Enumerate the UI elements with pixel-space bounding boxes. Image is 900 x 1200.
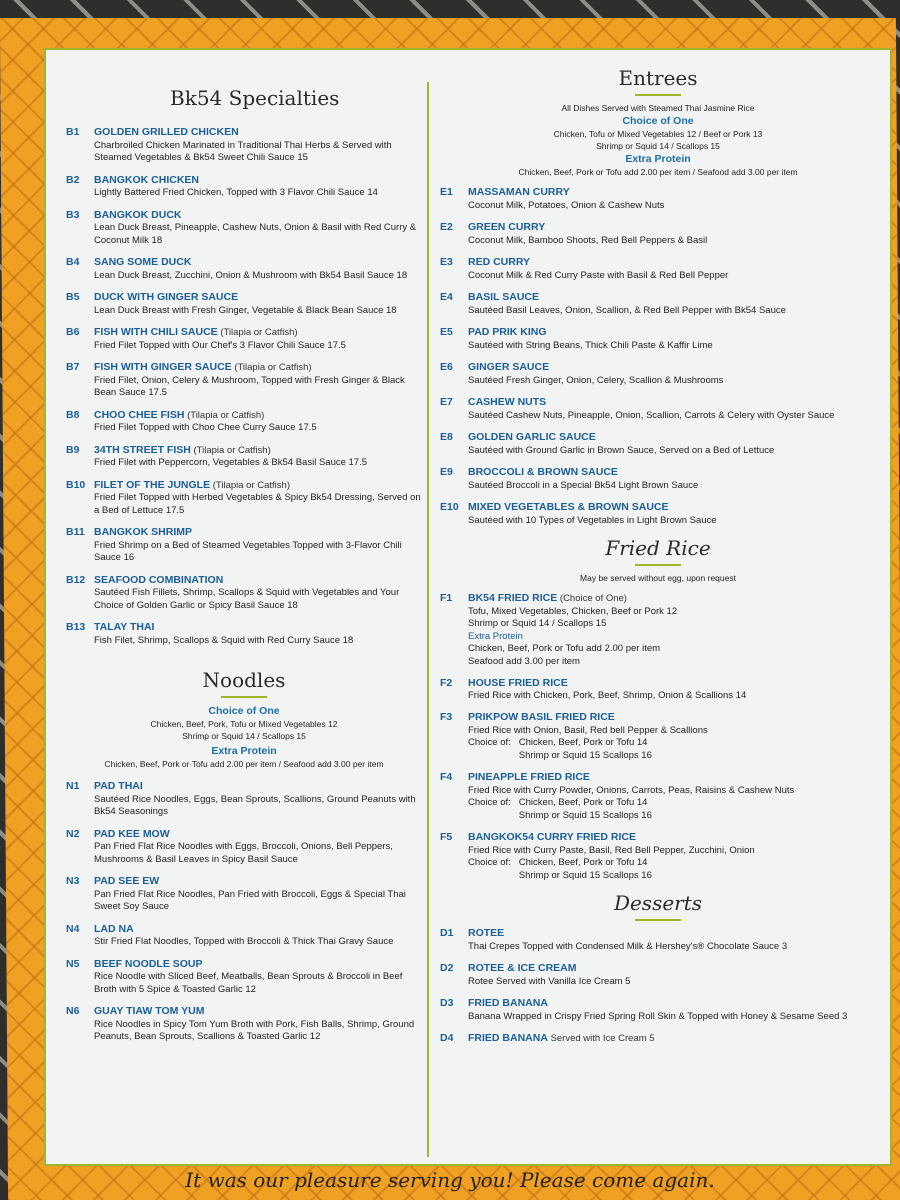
item-name: ROTEE — [468, 927, 505, 939]
item-name: PAD PRIK KING — [468, 326, 547, 338]
noodles-extra-label: Extra Protein — [211, 745, 277, 757]
item-header — [66, 828, 422, 842]
item-code: F4 — [440, 771, 453, 783]
item-desc: Fried Filet, Onion, Celery & Mushroom, Topped with Fresh Ginger & Black Bean Sauce 17.5 — [94, 374, 405, 398]
item-code: N1 — [66, 780, 80, 792]
specialties-list — [66, 126, 422, 647]
menu-item-f5 — [440, 831, 876, 882]
item-desc: Fried Rice with Curry Powder, Onions, Carrots, Peas, Raisins & Cashew Nuts — [468, 784, 795, 796]
menu-item-n3 — [66, 875, 422, 914]
menu-item-n4 — [66, 923, 422, 949]
item-desc: Fried Filet with Peppercorn, Vegetables & Bk54 Basil Sauce 17.5 — [94, 457, 368, 468]
item-name: MASSAMAN CURRY — [468, 186, 570, 198]
item-code: F5 — [440, 831, 453, 843]
item-choice — [440, 797, 876, 822]
item-code: B1 — [66, 126, 80, 138]
item-code: D1 — [440, 927, 454, 939]
item-desc: Sautéed Fresh Ginger, Onion, Celery, Scallion & Mushrooms — [468, 374, 724, 386]
menu-item-b10 — [66, 479, 422, 518]
item-name: FILET OF THE JUNGLE — [94, 478, 211, 491]
item-header — [66, 209, 422, 223]
item-desc: Fried Rice with Onion, Basil, Red bell Pepper & Scallions — [468, 724, 708, 736]
item-header — [66, 361, 422, 375]
item-header — [66, 923, 422, 937]
title-underline — [635, 564, 681, 566]
item-desc: Fried Filet Topped with Our Chef's 3 Flavor Chili Sauce 17.5 — [94, 339, 346, 351]
noodles-list — [66, 780, 422, 1044]
item-header — [66, 444, 422, 458]
item-desc: Sautéed Fish Fillets, Shrimp, Scallops & Squid with Vegetables and Your Choice of Golden Garlic or Spicy Basil Sauce 18 — [94, 587, 400, 611]
item-header — [440, 221, 876, 235]
item-code: D2 — [440, 962, 454, 974]
menu-item-e5 — [440, 326, 876, 352]
item-title — [468, 711, 615, 725]
item-name: GUAY TIAW TOM YUM — [94, 1005, 205, 1017]
menu-item-f3 — [440, 711, 876, 762]
item-title — [468, 466, 618, 480]
item-title — [94, 923, 134, 937]
item-desc: Stir Fried Flat Noodles, Topped with Broccoli & Thick Thai Gravy Sauce — [94, 936, 394, 947]
item-extra: (Choice of One) — [559, 593, 627, 604]
menu-item-b7 — [66, 361, 422, 400]
item-title — [468, 501, 668, 515]
item-title — [94, 291, 238, 305]
item-code: B11 — [66, 526, 85, 538]
item-name: RED CURRY — [468, 256, 531, 268]
item-desc: Fried Filet Topped with Herbed Vegetables & Spicy Bk54 Dressing, Served on a Bed of Lettuce 17.5 — [94, 492, 421, 516]
item-code: E3 — [440, 256, 453, 268]
column-divider — [427, 82, 429, 1157]
item-header — [66, 256, 422, 270]
item-name: FISH WITH GINGER SAUCE — [94, 361, 232, 373]
item-code: B9 — [66, 443, 80, 456]
item-header — [440, 361, 876, 375]
item-title — [94, 326, 298, 340]
item-desc: Pan Fried Flat Rice Noodles, Pan Fried with Broccoli, Eggs & Special Thai Sweet Soy Sauce — [94, 888, 406, 912]
item-extra: (Tilapia or Catfish) — [234, 362, 312, 373]
item-code: D3 — [440, 997, 454, 1009]
item-title — [94, 444, 271, 458]
menu-item-b13 — [66, 621, 422, 647]
item-header — [66, 875, 422, 889]
item-code: E1 — [440, 186, 453, 198]
item-header — [440, 431, 876, 445]
item-code: B10 — [66, 478, 86, 491]
menu-item-n2 — [66, 828, 422, 867]
noodles-extra-line: Chicken, Beef, Pork or Tofu add 2.00 per item / Seafood add 3.00 per item — [104, 759, 384, 769]
item-name: BANGKOK SHRIMP — [94, 526, 193, 538]
item-desc: Fried Rice with Chicken, Pork, Beef, Shrimp, Onion & Scallions 14 — [468, 689, 747, 701]
item-header — [440, 771, 876, 785]
item-header — [66, 526, 422, 540]
item-extra: (Tilapia or Catfish) — [220, 327, 298, 338]
menu-item-b9 — [66, 444, 422, 470]
item-code: B13 — [66, 621, 86, 633]
fried-rice-note: May be served without egg, upon request — [580, 573, 736, 583]
entrees-extra-line: Chicken, Beef, Pork or Tofu add 2.00 per item / Seafood add 3.00 per item — [518, 167, 798, 177]
item-name: PAD THAI — [94, 780, 143, 792]
item-title — [468, 962, 577, 976]
item-title — [468, 771, 590, 785]
choice-option: Shrimp or Squid 15 Scallops 16 — [518, 869, 652, 881]
item-desc: Fried Rice with Curry Paste, Basil, Red Bell Pepper, Zucchini, Onion — [468, 844, 755, 856]
item-name: DUCK WITH GINGER SAUCE — [94, 291, 239, 303]
item-line: Chicken, Beef, Pork or Tofu add 2.00 per item — [468, 643, 661, 654]
right-column — [440, 66, 876, 1055]
noodles-title: Noodles — [202, 668, 286, 692]
item-desc: Sautéed Broccoli in a Special Bk54 Light Brown Sauce — [468, 479, 699, 491]
title-underline — [635, 94, 681, 96]
choice-option: Chicken, Beef, Pork or Tofu 14 — [518, 797, 648, 808]
item-title — [94, 126, 239, 140]
item-name: SEAFOOD COMBINATION — [94, 573, 224, 586]
item-header — [66, 958, 422, 972]
item-title — [468, 927, 504, 941]
item-code: N3 — [66, 875, 80, 887]
noodles-choice-line2: Shrimp or Squid 14 / Scallops 15 — [182, 731, 306, 741]
choice-options — [519, 857, 652, 882]
item-extra: (Tilapia or Catfish) — [187, 409, 265, 421]
item-header — [66, 621, 422, 635]
item-inline: Served with Ice Cream 5 — [550, 1033, 655, 1044]
fried-rice-list — [440, 711, 876, 882]
item-line: Seafood add 3.00 per item — [468, 655, 580, 667]
item-name: MIXED VEGETABLES & BROWN SAUCE — [468, 501, 669, 513]
item-header — [440, 711, 876, 725]
title-underline — [635, 919, 681, 921]
item-name: GOLDEN GARLIC SAUCE — [468, 431, 596, 443]
item-header — [440, 831, 876, 845]
item-title — [468, 326, 547, 340]
item-title — [94, 574, 223, 588]
menu-item-f2 — [440, 677, 876, 702]
item-name: BASIL SAUCE — [468, 291, 539, 303]
item-title — [468, 361, 549, 375]
menu-item-b6 — [66, 326, 422, 352]
item-header — [440, 962, 876, 976]
item-name: CASHEW NUTS — [468, 396, 547, 408]
item-name: CHOO CHEE FISH — [94, 408, 185, 421]
choice-options — [519, 737, 652, 762]
menu-item-b11 — [66, 526, 422, 565]
item-title — [94, 621, 154, 635]
choice-option: Chicken, Beef, Pork or Tofu 14 — [518, 857, 648, 868]
item-name: BROCCOLI & BROWN SAUCE — [468, 466, 618, 478]
noodles-choice-label: Choice of One — [208, 705, 280, 717]
item-code: N5 — [66, 957, 80, 970]
item-desc: Sautéed with String Beans, Thick Chili Paste & Kaffir Lime — [468, 339, 713, 351]
choice-option: Shrimp or Squid 15 Scallops 16 — [518, 809, 652, 821]
choice-label: Choice of: — [468, 737, 511, 748]
item-desc: Coconut Milk & Red Curry Paste with Basil & Red Bell Pepper — [468, 269, 729, 281]
title-underline — [221, 696, 267, 698]
menu-item-f1 — [440, 592, 876, 668]
item-name: SANG SOME DUCK — [94, 256, 192, 268]
choice-label: Choice of: — [468, 857, 511, 868]
item-code: E4 — [440, 291, 453, 303]
item-name: GINGER SAUCE — [468, 361, 550, 373]
item-header — [440, 501, 876, 515]
item-title — [94, 256, 191, 270]
item-header — [440, 186, 876, 200]
item-name: PINEAPPLE FRIED RICE — [468, 771, 590, 783]
entrees-title: Entrees — [618, 66, 698, 90]
menu-item-b8 — [66, 409, 422, 435]
item-code: E9 — [440, 466, 453, 478]
menu-item-b4 — [66, 256, 422, 282]
item-line: Shrimp or Squid 14 / Scallops 15 — [468, 618, 607, 629]
item-header — [440, 326, 876, 340]
item-name: BK54 FRIED RICE — [468, 592, 558, 604]
menu-item-e8 — [440, 431, 876, 457]
choice-option: Shrimp or Squid 15 Scallops 16 — [518, 749, 652, 761]
item-choice — [440, 737, 876, 762]
item-title — [468, 256, 530, 270]
item-header — [66, 1005, 422, 1019]
menu-item-d4 — [440, 1032, 876, 1046]
item-header — [440, 396, 876, 410]
noodles-choice-line1: Chicken, Beef, Pork, Tofu or Mixed Vegetables 12 — [150, 719, 338, 729]
item-name: HOUSE FRIED RICE — [468, 677, 568, 689]
item-title — [94, 209, 182, 223]
item-header — [66, 479, 422, 493]
item-desc: Rotee Served with Vanilla Ice Cream 5 — [468, 975, 631, 987]
fried-rice-title: Fried Rice — [605, 536, 711, 560]
item-header — [66, 174, 422, 188]
item-name: GOLDEN GRILLED CHICKEN — [94, 126, 239, 138]
item-desc: Pan Fried Flat Rice Noodles with Eggs, Broccoli, Onions, Bell Peppers, Mushrooms & Basil Leaves in Spicy Basil Sauce — [94, 841, 393, 865]
item-name: BANGKOK54 CURRY FRIED RICE — [468, 831, 637, 843]
item-choice — [440, 857, 876, 882]
menu-item-e9 — [440, 466, 876, 492]
item-header — [66, 409, 422, 423]
menu-item-e7 — [440, 396, 876, 422]
item-name: PAD SEE EW — [94, 875, 160, 887]
item-code: E6 — [440, 361, 453, 373]
item-desc: Lean Duck Breast, Zucchini, Onion & Mushroom with Bk54 Basil Sauce 18 — [94, 269, 408, 281]
item-code: B4 — [66, 256, 80, 268]
menu-item-e1 — [440, 186, 876, 212]
item-desc: Fried Shrimp on a Bed of Steamed Vegetables Topped with 3-Flavor Chili Sauce 16 — [94, 539, 402, 563]
item-desc: Sautéed Basil Leaves, Onion, Scallion, & Red Bell Pepper with Bk54 Sauce — [468, 304, 786, 316]
item-header — [440, 1032, 876, 1046]
menu-item-e2 — [440, 221, 876, 247]
item-name: FRIED BANANA — [468, 997, 548, 1009]
item-header — [440, 997, 876, 1011]
entrees-choice-line1: Chicken, Tofu or Mixed Vegetables 12 / Beef or Pork 13 — [553, 129, 763, 139]
item-name: ROTEE & ICE CREAM — [468, 962, 577, 974]
item-desc: Fried Filet Topped with Choo Chee Curry Sauce 17.5 — [94, 422, 317, 433]
footer-message: It was our pleasure serving you! Please come again. — [185, 1168, 715, 1192]
item-extra-label: Extra Protein — [468, 630, 523, 642]
item-desc: Sautéed Cashew Nuts, Pineapple, Onion, Scallion, Carrots & Celery with Oyster Sauce — [468, 409, 835, 421]
menu-item-e10 — [440, 501, 876, 527]
item-code: B7 — [66, 361, 80, 373]
menu-item-b5 — [66, 291, 422, 317]
item-title — [468, 291, 539, 305]
item-title — [94, 875, 159, 889]
item-name: TALAY THAI — [94, 621, 155, 633]
item-desc: Thai Crepes Topped with Condensed Milk & Hershey's® Chocolate Sauce 3 — [468, 940, 788, 952]
choice-label: Choice of: — [468, 797, 511, 808]
item-title — [468, 221, 545, 235]
item-code: N4 — [66, 922, 80, 935]
item-header — [440, 927, 876, 941]
item-title — [94, 780, 143, 794]
item-code: N2 — [66, 827, 80, 840]
item-name: FISH WITH CHILI SAUCE — [94, 326, 218, 338]
entrees-list — [440, 186, 876, 527]
item-code: D4 — [440, 1032, 454, 1044]
item-name: BEEF NOODLE SOUP — [94, 957, 203, 970]
item-desc: Coconut Milk, Potatoes, Onion & Cashew Nuts — [468, 199, 665, 211]
item-line: Tofu, Mixed Vegetables, Chicken, Beef or Pork 12 — [468, 605, 678, 617]
menu-item-e6 — [440, 361, 876, 387]
entrees-choice-line2: Shrimp or Squid 14 / Scallops 15 — [596, 141, 720, 151]
item-code: E7 — [440, 396, 453, 408]
item-code: F2 — [440, 677, 453, 689]
entrees-extra-label: Extra Protein — [625, 153, 691, 165]
menu-item-n1 — [66, 780, 422, 819]
choice-options — [519, 797, 652, 822]
item-header — [66, 326, 422, 340]
item-name: GREEN CURRY — [468, 221, 546, 233]
item-desc: Sautéed with 10 Types of Vegetables in Light Brown Sauce — [468, 514, 717, 526]
item-code: F3 — [440, 711, 453, 723]
item-desc: Rice Noodles in Spicy Tom Yum Broth with Pork, Fish Balls, Shrimp, Ground Peanuts, Bean Sprouts, Scallions & Toasted Garlic 12 — [94, 1018, 415, 1042]
item-title — [94, 526, 192, 540]
item-extra: (Tilapia or Catfish) — [193, 444, 271, 456]
item-name: 34TH STREET FISH — [94, 443, 191, 456]
item-name: PAD KEE MOW — [94, 827, 170, 840]
item-title — [468, 396, 546, 410]
item-desc: Lean Duck Breast with Fresh Ginger, Vegetable & Black Bean Sauce 18 — [94, 304, 397, 316]
item-title — [94, 409, 264, 423]
item-title — [94, 958, 203, 972]
item-title — [468, 186, 570, 200]
item-header — [440, 466, 876, 480]
item-desc: Rice Noodle with Sliced Beef, Meatballs, Bean Sprouts & Broccoli in Beef Broth with 5 Spice & Toasted Garlic 12 — [94, 971, 403, 995]
specialties-title: Bk54 Specialties — [170, 86, 340, 110]
menu-item-e4 — [440, 291, 876, 317]
item-code: B8 — [66, 408, 80, 421]
desserts-title: Desserts — [613, 891, 703, 915]
item-code: N6 — [66, 1005, 80, 1017]
entrees-note: All Dishes Served with Steamed Thai Jasmine Rice — [561, 103, 755, 113]
menu-item-d3 — [440, 997, 876, 1023]
menu-item-n6 — [66, 1005, 422, 1044]
item-desc: Lean Duck Breast, Pineapple, Cashew Nuts, Onion & Basil with Red Curry & Coconut Milk 18 — [94, 222, 417, 246]
choice-option: Chicken, Beef, Pork or Tofu 14 — [518, 737, 648, 748]
item-code: E2 — [440, 221, 453, 233]
item-header — [66, 126, 422, 140]
item-code: B3 — [66, 208, 80, 221]
item-header — [66, 780, 422, 794]
item-title — [94, 174, 199, 188]
item-desc: Sautéed with Ground Garlic in Brown Sauce, Served on a Bed of Lettuce — [468, 444, 775, 456]
item-title — [468, 997, 548, 1011]
item-code: F1 — [440, 592, 453, 604]
item-code: B12 — [66, 573, 86, 586]
item-desc: Coconut Milk, Bamboo Shoots, Red Bell Peppers & Basil — [468, 234, 708, 246]
item-name: BANGKOK DUCK — [94, 208, 182, 221]
item-name: PRIKPOW BASIL FRIED RICE — [468, 711, 615, 723]
item-name: BANGKOK CHICKEN — [94, 173, 199, 186]
menu-item-e3 — [440, 256, 876, 282]
left-column — [66, 86, 422, 1053]
item-title — [94, 828, 170, 842]
item-code: B2 — [66, 173, 80, 186]
entrees-choice-label: Choice of One — [622, 115, 694, 127]
item-desc: Banana Wrapped in Crispy Fried Spring Roll Skin & Topped with Honey & Sesame Seed 3 — [468, 1010, 848, 1022]
item-desc: Charbroiled Chicken Marinated in Traditional Thai Herbs & Served with Steamed Vegetables & Bk54 Sweet Chili Sauce 15 — [94, 139, 392, 163]
item-title — [468, 431, 596, 445]
item-name: FRIED BANANA — [468, 1032, 548, 1044]
item-extra: (Tilapia or Catfish) — [212, 479, 290, 491]
menu-item-f4 — [440, 771, 876, 822]
menu-item-b12 — [66, 574, 422, 613]
item-header — [440, 291, 876, 305]
item-title — [94, 479, 290, 493]
menu-item-d2 — [440, 962, 876, 988]
menu-item-b1 — [66, 126, 422, 165]
menu-item-b2 — [66, 174, 422, 200]
item-name: LAD NA — [94, 922, 134, 935]
desserts-list — [440, 927, 876, 1046]
menu-item-d1 — [440, 927, 876, 953]
item-desc: Lightly Battered Fried Chicken, Topped with 3 Flavor Chili Sauce 14 — [94, 187, 378, 198]
item-desc: Fish Filet, Shrimp, Scallops & Squid with Red Curry Sauce 18 — [94, 634, 354, 646]
item-title — [468, 1032, 655, 1046]
item-code: B6 — [66, 326, 80, 338]
item-header — [66, 291, 422, 305]
item-header — [440, 256, 876, 270]
item-code: E10 — [440, 501, 459, 513]
item-code: E8 — [440, 431, 453, 443]
item-desc: Sautéed Rice Noodles, Eggs, Bean Sprouts, Scallions, Ground Peanuts with Bk54 Seasonings — [94, 793, 416, 817]
item-header — [66, 574, 422, 588]
menu-item-n5 — [66, 958, 422, 997]
item-title — [94, 361, 312, 375]
item-title — [468, 831, 636, 845]
menu-item-b3 — [66, 209, 422, 248]
item-title — [94, 1005, 204, 1019]
item-code: E5 — [440, 326, 453, 338]
item-code: B5 — [66, 291, 80, 303]
